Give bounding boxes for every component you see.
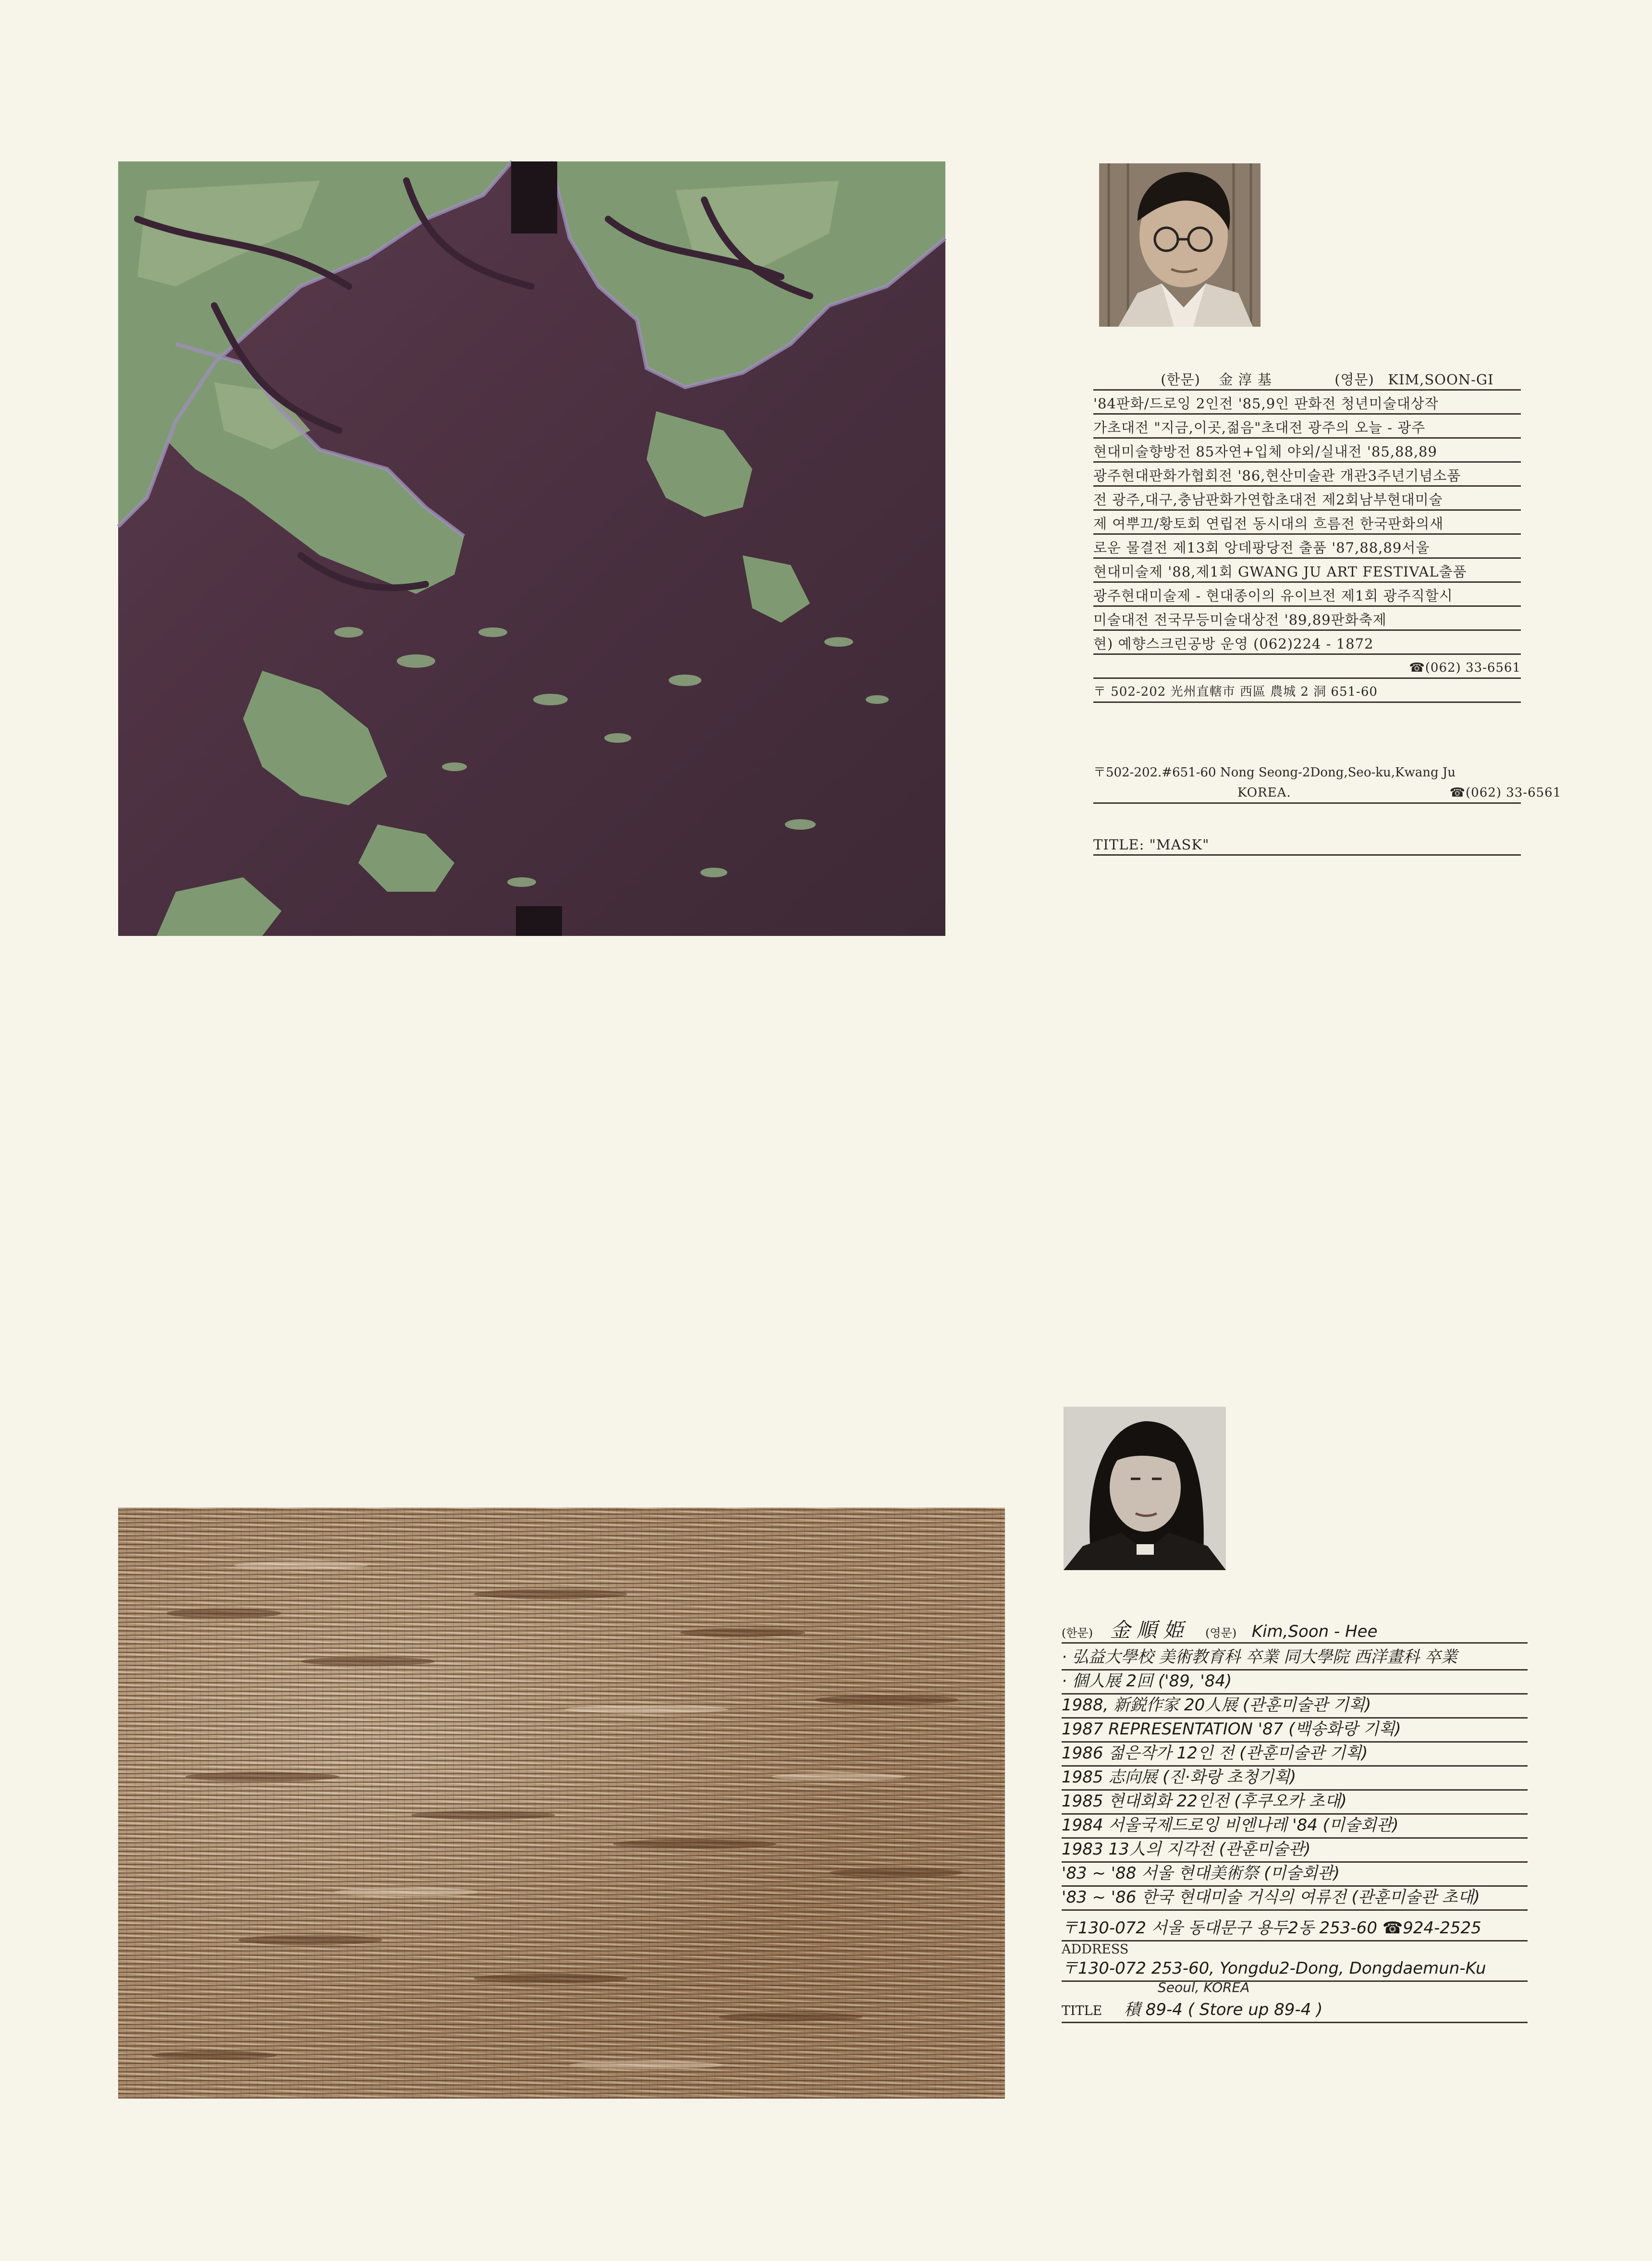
bio-line: 로운 물결전 제13회 앙데팡당전 출품 '87,88,89서울 — [1093, 538, 1521, 559]
bio-line: 제 여뿌끄/황토회 연립전 동시대의 흐름전 한국판화의새 — [1093, 514, 1521, 535]
bio-header-row — [1093, 370, 1521, 391]
title-label: TITLE — [1062, 2003, 1102, 2018]
portrait-photo-kim-soon-hee — [1064, 1407, 1226, 1570]
artwork-title: TITLE: "MASK" — [1093, 835, 1521, 856]
bio-line: 전 광주,대구,충남판화가연합초대전 제2회남부현대미술 — [1093, 490, 1521, 511]
bio-header-row — [1062, 1618, 1528, 1644]
address-english: 〒502-202.#651-60 Nong Seong-2Dong,Seo-ku,Kwang Ju — [1093, 765, 1456, 780]
bio-line: 현) 예향스크린공방 운영 (062)224 - 1872 — [1093, 634, 1521, 655]
phone-number-2: ☎(062) 33-6561 — [1449, 786, 1562, 800]
artwork-store-up-print — [118, 1508, 1005, 2099]
bio-line: · 弘益大學校 美術教育科 卒業 同大學院 西洋畫科 卒業 — [1062, 1645, 1528, 1671]
bio-line: 1986 젊은작가 12인 전 (관훈미술관 기획) — [1062, 1741, 1528, 1767]
address-line-korean: 〒130-072 서울 동대문구 용두2동 253-60 ☎924-2525 — [1062, 1916, 1528, 1942]
bio-line: 가초대전 "지금,이곳,젊음"초대전 광주의 오늘 - 광주 — [1093, 418, 1521, 439]
address-label: ADDRESS — [1062, 1942, 1129, 1957]
address-line-english: 〒130-072 253-60, Yongdu2-Dong, Dongdaemun-Ku — [1062, 1956, 1528, 1982]
bio-line: 1988, 新鋭作家 20人展 (관훈미술관 기획) — [1062, 1693, 1528, 1719]
bio-line: 1985 志向展 (진·화랑 초청기획) — [1062, 1765, 1528, 1791]
hanja-name: 金 順 姫 — [1110, 1618, 1184, 1642]
bio-line: 현대미술제 '88,제1회 GWANG JU ART FESTIVAL출품 — [1093, 562, 1521, 583]
bio-line: 1984 서울국제드로잉 비엔나레 '84 (미술회관) — [1062, 1813, 1528, 1839]
english-name: Kim,Soon - Hee — [1251, 1622, 1378, 1641]
english-label: (영문) — [1205, 1626, 1237, 1640]
address-country-row — [1093, 783, 1562, 804]
artwork-mask-print — [118, 161, 945, 936]
artwork-title-row — [1062, 1998, 1528, 2023]
hanja-name: 金 淳 基 — [1219, 371, 1272, 388]
address-hanja: 〒 502-202 光州直轄市 西區 農城 2 洞 651-60 — [1093, 682, 1521, 703]
address-country: KOREA. — [1237, 786, 1291, 800]
bio-line: 1983 13人의 지각전 (관훈미술관) — [1062, 1837, 1528, 1863]
address-city: Seoul, KOREA — [1158, 1979, 1250, 1995]
phone-number: ☎(062) 33-6561 — [1093, 658, 1521, 679]
bio-line: 현대미술향방전 85자연+입체 야외/실내전 '85,88,89 — [1093, 442, 1521, 463]
bio-line: '83 ~ '86 한국 현대미술 거식의 여류전 (관훈미술관 초대) — [1062, 1885, 1528, 1911]
hanja-label: (한문) — [1161, 371, 1200, 388]
bio-line: '83 ~ '88 서울 현대美術祭 (미술회관) — [1062, 1861, 1528, 1887]
bio-line: 광주현대판화가협회전 '86,현산미술관 개관3주년기념소품 — [1093, 466, 1521, 487]
hanja-label: (한문) — [1062, 1626, 1093, 1640]
bio-line: 광주현대미술제 - 현대종이의 유이브전 제1회 광주직할시 — [1093, 586, 1521, 607]
bio-line: 1987 REPRESENTATION '87 (백송화랑 기획) — [1062, 1717, 1528, 1743]
bio-line: · 個人展 2回 ('89, '84) — [1062, 1669, 1528, 1695]
artwork-title: 積 89-4 ( Store up 89-4 ) — [1124, 2000, 1323, 2019]
bio-line: 미술대전 전국무등미술대상전 '89,89판화축제 — [1093, 610, 1521, 631]
bio-line: '84판화/드로잉 2인전 '85,9인 판화전 청년미술대상작 — [1093, 394, 1521, 415]
english-label: (영문) — [1334, 371, 1374, 388]
portrait-photo-kim-soon-gi — [1099, 163, 1260, 327]
bio-line: 1985 현대회화 22인전 (후쿠오카 초대) — [1062, 1789, 1528, 1815]
english-name: KIM,SOON-GI — [1388, 371, 1494, 388]
